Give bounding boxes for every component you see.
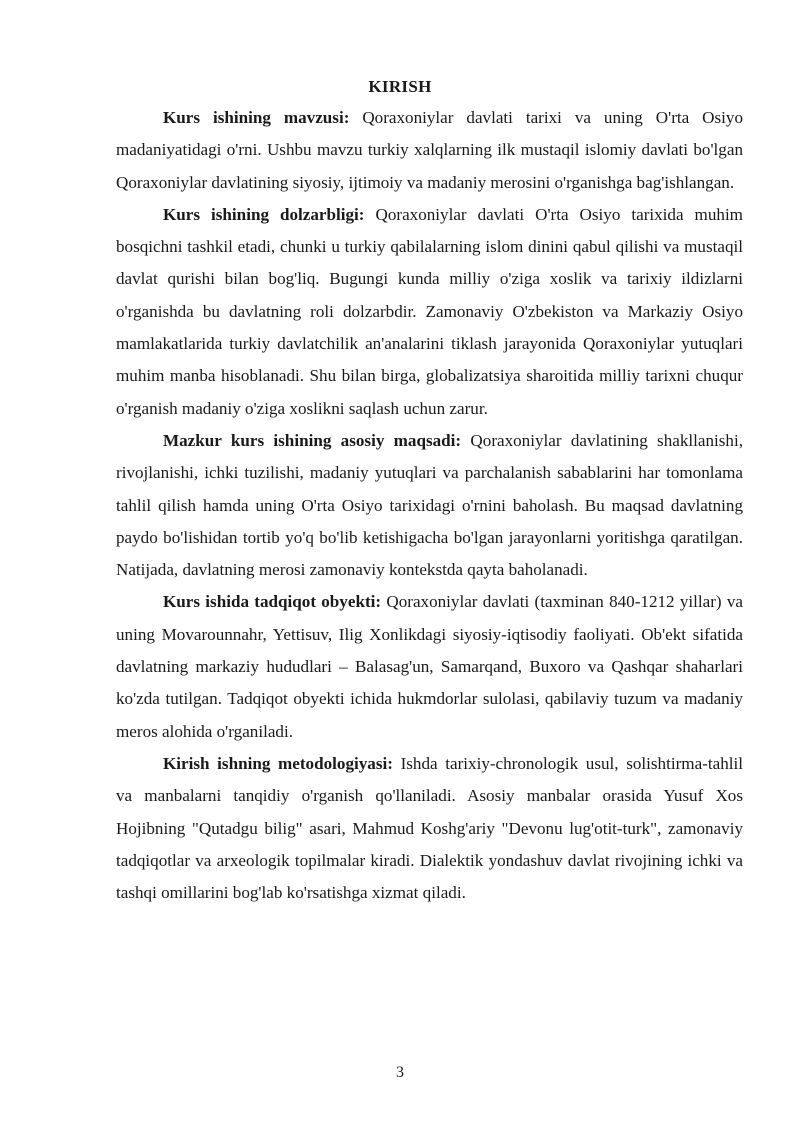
- paragraph-maqsad: [116, 425, 743, 586]
- page-number: 3: [396, 1064, 404, 1081]
- paragraph-text: Qoraxoniylar davlatining shakllanishi, rivojlanishi, ichki tuzilishi, madaniy yutuqlari va parchalanish sabablarini har tomonlama tahlil qilish hamda uning O'rta Osiyo tarixidagi o'rnini baholash. Bu maqsad davlatning paydo bo'lishidan tortib yo'q bo'lib ketishigacha bo'lgan jarayonlarni yoritishga qaratilgan. Natijada, davlatning merosi zamonaviy kontekstda qayta baholanadi.: [116, 430, 743, 580]
- paragraph-obyekt: [116, 586, 743, 747]
- paragraph-text: Qoraxoniylar davlati tarixi va uning O'rta Osiyo madaniyatidagi o'rni. Ushbu mavzu turkiy xalqlarning ilk mustaqil islomiy davlati bo'lgan Qoraxoniylar davlatining siyosiy, ijtimoiy va madaniy merosini o'rganishga bag'ishlangan.: [116, 108, 743, 192]
- paragraph-text: Qoraxoniylar davlati (taxminan 840-1212 yillar) va uning Movarounnahr, Yettisuv, Ilig Xonlikdagi siyosiy-iqtisodiy faoliyati. Ob'ekt sifatida davlatning markaziy hududlari – Balasag'un, Samarqand, Buxoro va Qashqar shaharlari ko'zda tutilgan. Tadqiqot obyekti ichida hukmdorlar sulolasi, qabilaviy tuzum va madaniy meros alohida o'rganiladi.: [116, 592, 743, 741]
- paragraph-metodologiya: [116, 748, 743, 909]
- paragraph-dolzarblik: [116, 199, 743, 425]
- paragraph-lead: Kurs ishining mavzusi:: [163, 108, 350, 127]
- document-body: [116, 102, 743, 909]
- paragraph-lead: Kurs ishining dolzarbligi:: [163, 204, 365, 224]
- page-title: KIRISH: [368, 77, 432, 96]
- paragraph-mavzu: [116, 102, 743, 199]
- paragraph-lead: Kurs ishida tadqiqot obyekti:: [163, 592, 382, 612]
- paragraph-text: Ishda tarixiy-chronologik usul, solishtirma-tahlil va manbalarni tanqidiy o'rganish qo'llaniladi. Asosiy manbalar orasida Yusuf Xos Hojibning "Qutadgu bilig" asari, Mahmud Koshg'ariy "Devonu lug'otit-turk", zamonaviy tadqiqotlar va arxeologik topilmalar kiradi. Dialektik yondashuv davlat rivojining ichki va tashqi omillarini bog'lab ko'rsatishga xizmat qiladi.: [116, 753, 743, 903]
- paragraph-lead: Kirish ishning metodologiyasi:: [163, 753, 393, 773]
- paragraph-text: Qoraxoniylar davlati O'rta Osiyo tarixida muhim bosqichni tashkil etadi, chunki u turkiy qabilalarning islom dinini qabul qilishi va mustaqil davlat qurishi bilan bog'liq. Bugungi kunda milliy o'ziga xoslik va tarixiy ildizlarni o'rganishda bu davlatning roli dolzarbdir. Zamonaviy O'zbekiston va Markaziy Osiyo mamlakatlarida turkiy davlatchilik an'analarini tiklash jarayonida Qoraxoniylar yutuqlari muhim manba hisoblanadi. Shu bilan birga, globalizatsiya sharoitida milliy tarixni chuqur o'rganish madaniy o'ziga xoslikni saqlash uchun zarur.: [116, 204, 743, 418]
- paragraph-lead: Mazkur kurs ishining asosiy maqsadi:: [163, 430, 462, 450]
